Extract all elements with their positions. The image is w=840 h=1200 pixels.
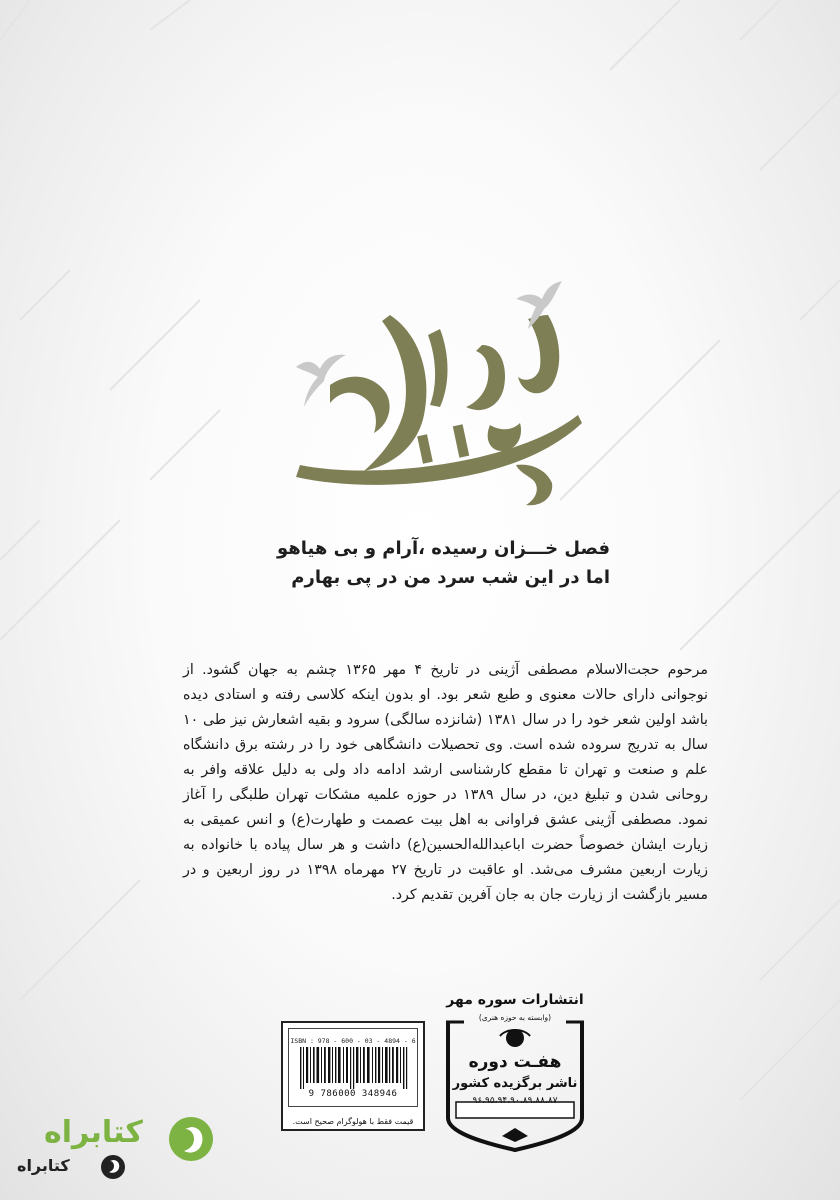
isbn-barcode-box (281, 1021, 425, 1131)
author-biography: مرحوم حجت‌الاسلام مصطفی آژینی در تاریخ ۴ مهر ۱۳۶۵ چشم به جهان گشود. از نوجوانی دارای حالات معنوی و طبع شعر بود. او بدون اینکه کلاسی رفته و استادی دیده باشد اولین شعر خود را در سال ۱۳۸۱ (شانزده سالگی) سرود و بقیه اشعارش نیز طی ۱۰ سال به تدریج سروده شده است. وی تحصیلات دانشگاهی خود را در رشته برق دانشگاه علم و صنعت و تهران تا مقطع کارشناسی ارشد ادامه داد ولی به دلیل علاقه وافر به روحانی شدن و تبلیغ دین، در سال ۱۳۸۹ در حوزه علمیه مشکات تهران طلبگی را آغاز نمود. مصطفی آژینی عشق فراوانی به اهل بیت عصمت و طهارت(ع) و انس عمیقی به زیارت ایشان خصوصاً حضرت اباعبدالله‌الحسین(ع) داشت و هر سال پیاده با خانواده به زیارت اربعین مشرف می‌شد. او عاقبت در تاریخ ۲۷ مهرماه ۱۳۹۸ در روز اربعین و در مسیر بازگشت از زیارت جان به جان آفرین تقدیم کرد. (183, 662, 708, 903)
publisher-affiliation: (وابسته به حوزه هنری) (478, 1013, 552, 1022)
award-periods: هفـت دوره (468, 1052, 562, 1072)
watermark-logo-text-small: کتابراه (17, 1156, 70, 1175)
best-publisher-label: ناشر برگزیده کشور (452, 1076, 578, 1091)
subtitle-line-2: اما در این شب سرد من در پی بهارم (291, 567, 610, 588)
barcode-icon (298, 1047, 410, 1089)
award-years: ۹۶،۹۵،۹۴،۹۰،۸۹،۸۸،۸۷ (472, 1096, 558, 1106)
watermark-logo-text: کتابراه (44, 1115, 143, 1150)
publisher-logo (440, 992, 590, 1152)
barcode-digits: 9 786000 348946 (308, 1089, 398, 1099)
title-calligraphy (290, 275, 590, 515)
subtitle-line-1: فصل خـــزان رسیده ،آرام و بی هیاهو (276, 538, 610, 559)
publisher-name: انتشارات سوره مهر (446, 992, 584, 1008)
price-hologram-note: قیمت فقط با هولوگرام صحیح است. (292, 1117, 414, 1126)
barcode-frame (288, 1028, 418, 1107)
isbn-label: ISBN : 978 - 600 - 03 - 4894 - 6 (290, 1037, 416, 1045)
